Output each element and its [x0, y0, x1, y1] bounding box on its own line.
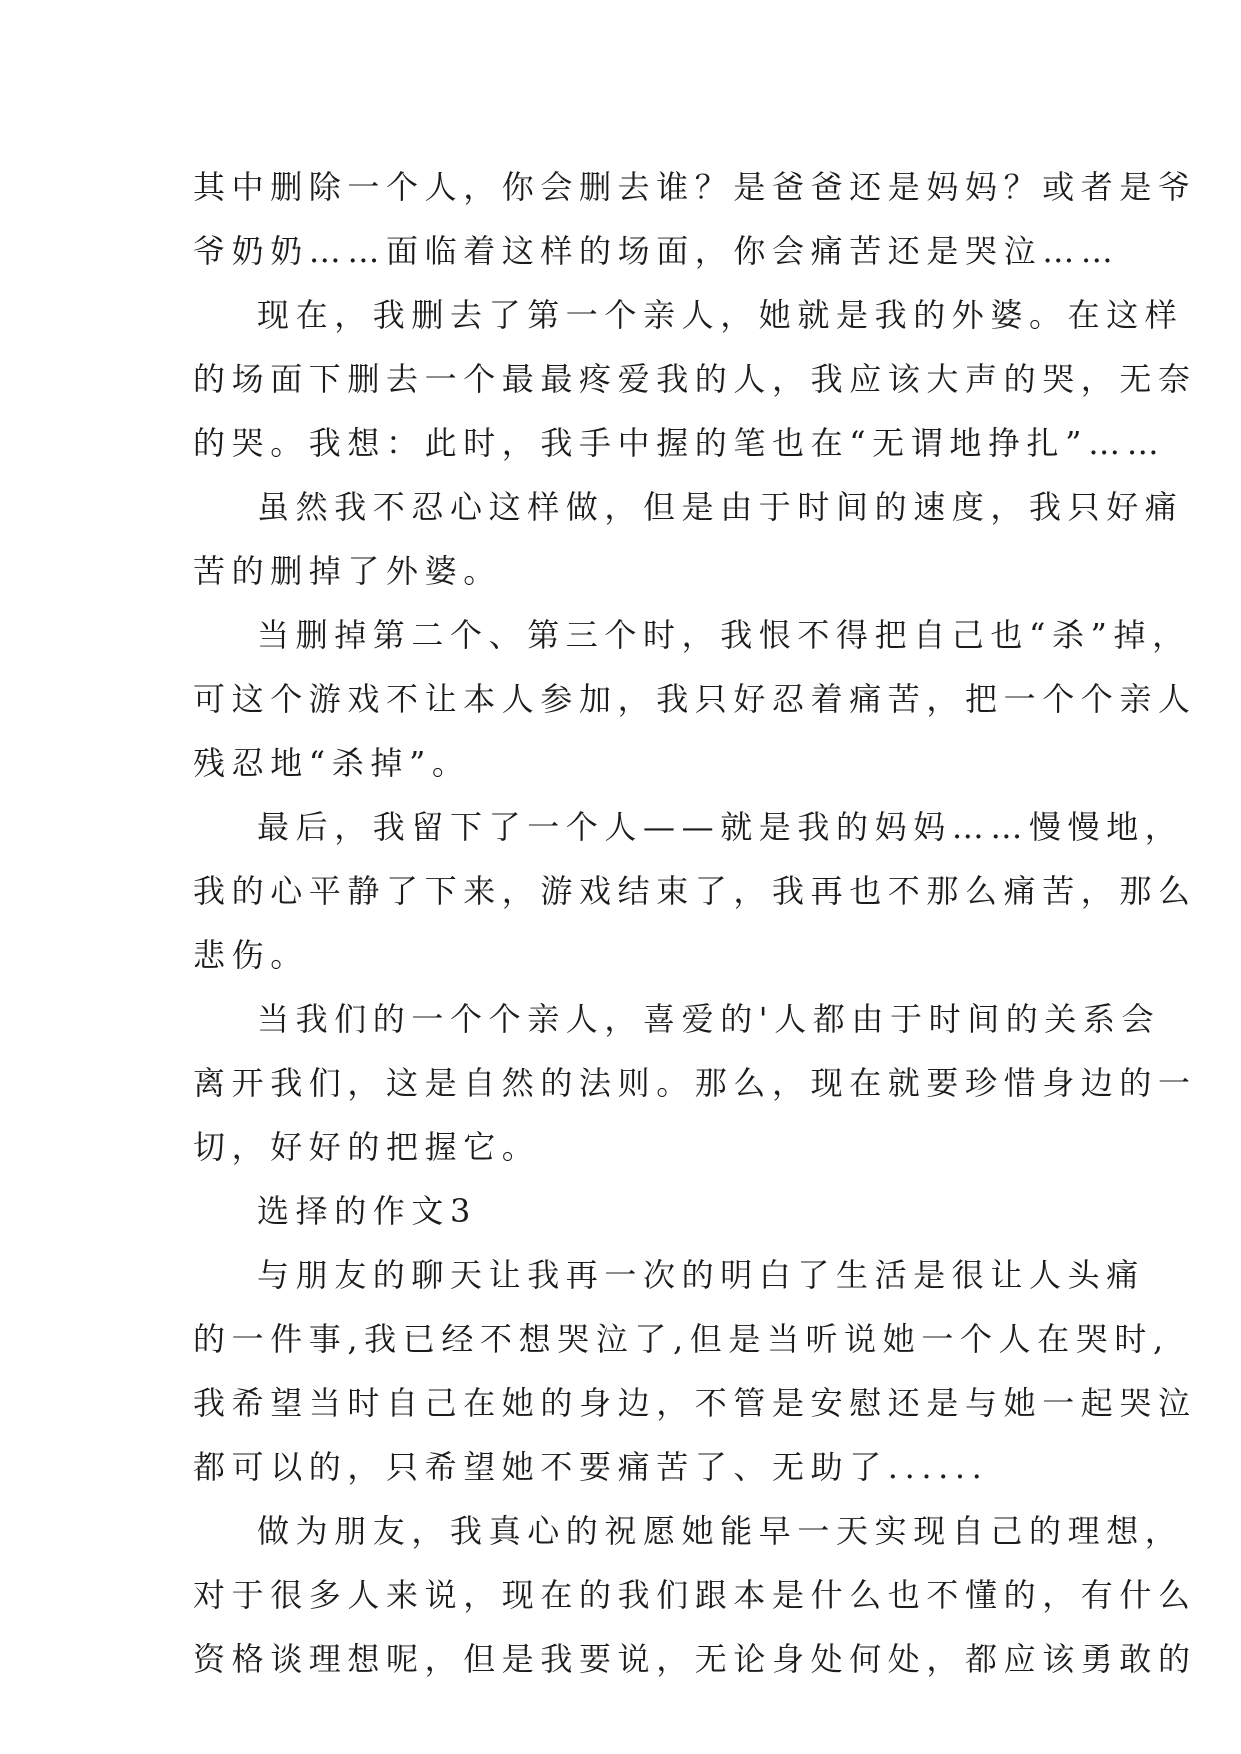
text-line: 爷奶奶……面临着这样的场面，你会痛苦还是哭泣……: [193, 232, 1120, 270]
text-line: 资格谈理想呢，但是我要说，无论身处何处，都应该勇敢的: [193, 1640, 1197, 1678]
text-line: 苦的删掉了外婆。: [193, 552, 502, 590]
text-line: 选择的作文3: [257, 1192, 477, 1230]
text-line: 与朋友的聊天让我再一次的明白了生活是很让人头痛: [257, 1256, 1145, 1294]
text-line: 的一件事,我已经不想哭泣了,但是当听说她一个人在哭时,: [193, 1320, 1170, 1358]
text-line: 当删掉第二个、第三个时，我恨不得把自己也“杀”掉，: [257, 616, 1191, 654]
text-line: 最后，我留下了一个人——就是我的妈妈……慢慢地，: [257, 808, 1184, 846]
text-line: 可这个游戏不让本人参加，我只好忍着痛苦，把一个个亲人: [193, 680, 1197, 718]
text-line: 对于很多人来说，现在的我们跟本是什么也不懂的，有什么: [193, 1576, 1197, 1614]
text-line: 虽然我不忍心这样做，但是由于时间的速度，我只好痛: [257, 488, 1184, 526]
text-line: 现在，我删去了第一个亲人，她就是我的外婆。在这样: [257, 296, 1184, 334]
text-line: 切，好好的把握它。: [193, 1128, 541, 1166]
text-line: 离开我们，这是自然的法则。那么，现在就要珍惜身边的一: [193, 1064, 1197, 1102]
text-line: 我的心平静了下来，游戏结束了，我再也不那么痛苦，那么: [193, 872, 1197, 910]
text-line: 都可以的，只希望她不要痛苦了、无助了......: [193, 1448, 989, 1486]
text-line: 其中删除一个人，你会删去谁？是爸爸还是妈妈？或者是爷: [193, 168, 1197, 206]
text-line: 悲伤。: [193, 936, 309, 974]
text-line: 我希望当时自己在她的身边，不管是安慰还是与她一起哭泣: [193, 1384, 1197, 1422]
essay-body: [193, 155, 1197, 1691]
text-line: 做为朋友，我真心的祝愿她能早一天实现自己的理想，: [257, 1512, 1184, 1550]
text-line: 残忍地“杀掉”。: [193, 744, 471, 782]
text-line: 当我们的一个个亲人，喜爱的'人都由于时间的关系会: [257, 1000, 1161, 1038]
text-line: 的哭。我想：此时，我手中握的笔也在“无谓地挣扎”……: [193, 424, 1166, 462]
text-line: 的场面下删去一个最最疼爱我的人，我应该大声的哭，无奈: [193, 360, 1197, 398]
